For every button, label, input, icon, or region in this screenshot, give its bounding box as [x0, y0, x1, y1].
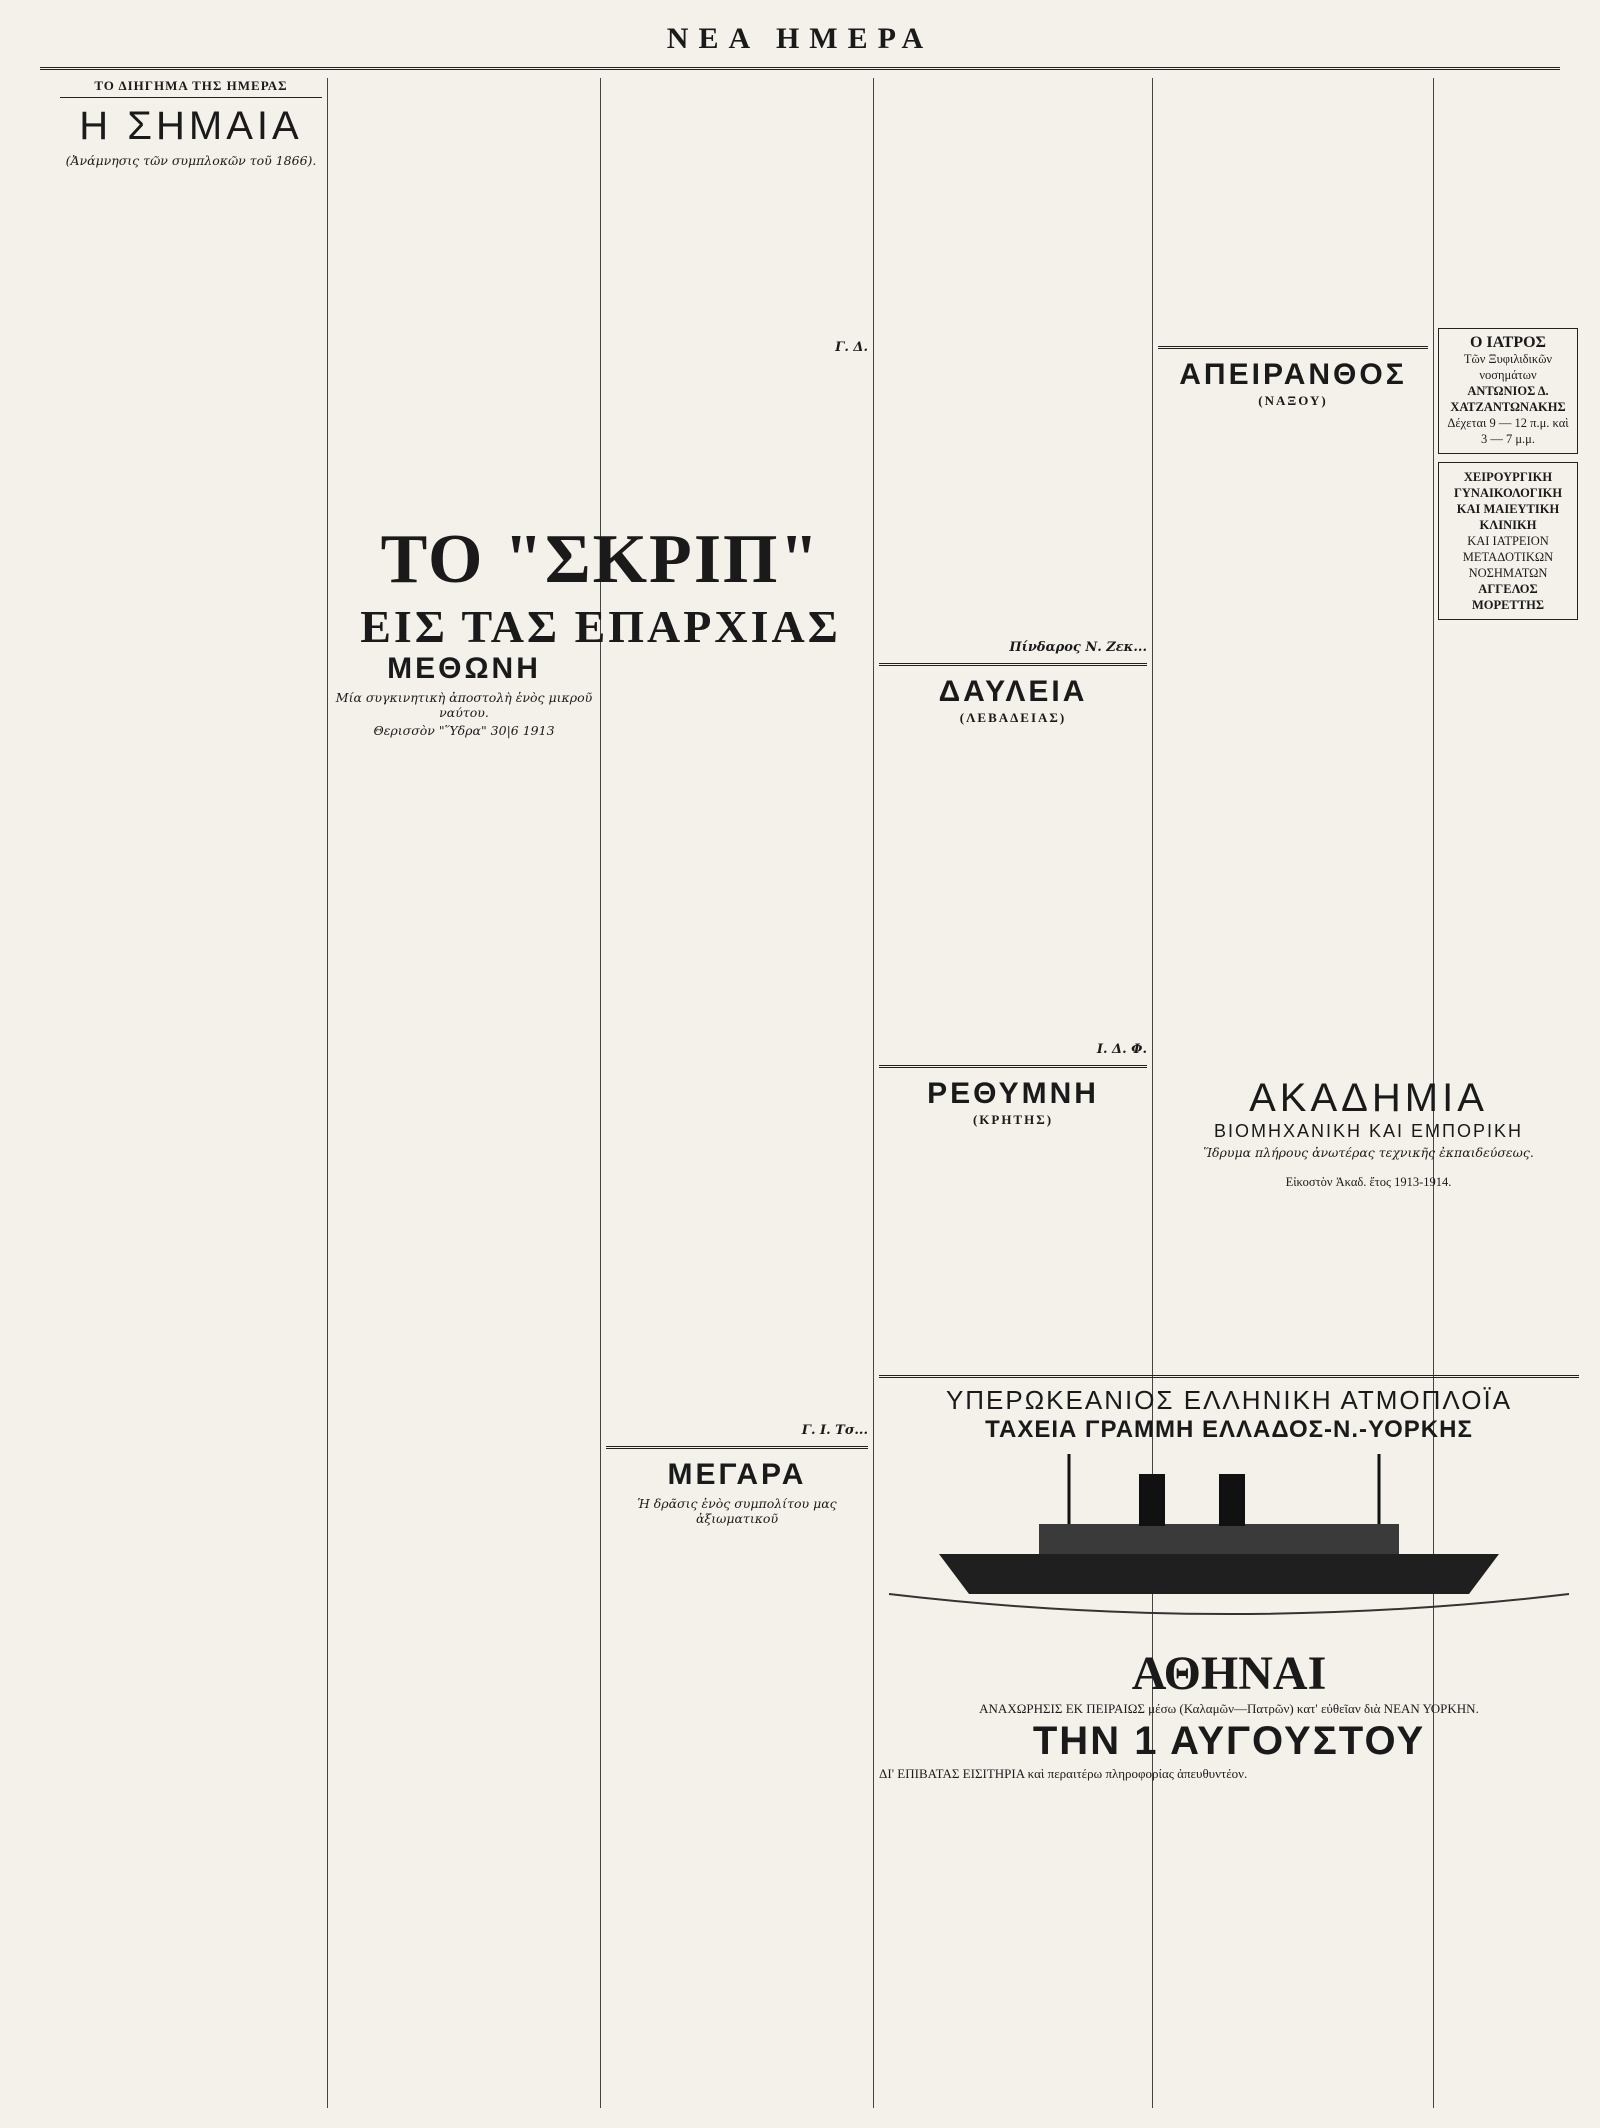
- masthead: [40, 10, 1560, 70]
- apeiranthos-title: ΑΠΕΙΡΑΝΘΟΣ: [1179, 358, 1407, 391]
- davleia-subtitle: (ΛΕΒΑΔΕΙΑΣ): [959, 710, 1067, 725]
- apeiranthos-subtitle: (ΝΑΞΟΥ): [1258, 393, 1328, 408]
- shipping-title: ΥΠΕΡΩΚΕΑΝΙΟΣ ΕΛΛΗΝΙΚΗ ΑΤΜΟΠΛΟΪΑ: [945, 1385, 1513, 1415]
- column-6: [1438, 78, 1578, 1058]
- akadimia-tagline: Ἵδρυμα πλήρους ἀνωτέρας τεχνικῆς ἐκπαιδεύσεως.: [1203, 1145, 1534, 1160]
- megara-subtitle: Ἡ δρᾶσις ἑνὸς συμπολίτου μας ἀξιωματικοῦ: [637, 1496, 837, 1526]
- clinic-doctor: ΑΓΓΕΛΟΣ ΜΟΡΕΤΤΗΣ: [1471, 582, 1545, 612]
- akadimia-title: ΑΚΑΔΗΜΙΑ: [1249, 1076, 1488, 1120]
- ship-hull: [939, 1554, 1499, 1594]
- doctor-specialty: Τῶν Ξυφιλιδικῶν νοσημάτων: [1463, 352, 1553, 382]
- clinic-title: ΧΕΙΡΟΥΡΓΙΚΗ ΓΥΝΑΙΚΟΛΟΓΙΚΗ: [1453, 470, 1563, 500]
- ship-name: ΑΘΗΝΑΙ: [1131, 1647, 1327, 1700]
- doctor-kicker: Ο ΙΑΤΡΟΣ: [1469, 334, 1547, 351]
- sea-line: [889, 1594, 1569, 1614]
- rethymni-subtitle: (ΚΡΗΤΗΣ): [972, 1112, 1054, 1127]
- doctor-hours: Δέχεται 9 — 12 π.μ. καὶ 3 — 7 μ.μ.: [1447, 416, 1569, 446]
- newspaper-name: ΝΕΑ ΗΜΕΡΑ: [666, 22, 934, 55]
- signature: Ι. Δ. Φ.: [1096, 1042, 1147, 1057]
- shipping-subtitle: ΤΑΧΕΙΑ ΓΡΑΜΜΗ ΕΛΛΑΔΟΣ-Ν.-ΥΟΡΚΗΣ: [985, 1416, 1473, 1443]
- akadimia-subtitle: ΒΙΟΜΗΧΑΝΙΚΗ ΚΑΙ ΕΜΠΟΡΙΚΗ: [1213, 1121, 1524, 1141]
- section-heading: ΤΟ ΔΙΗΓΗΜΑ ΤΗΣ ΗΜΕΡΑΣ: [60, 78, 322, 98]
- megara-title: ΜΕΓΑΡΑ: [667, 1458, 807, 1491]
- doctor-name: ΑΝΤΩΝΙΟΣ Δ. ΧΑΤΖΑΝΤΩΝΑΚΗΣ: [1450, 384, 1566, 414]
- megara-prev-signature: Γ. Ι. Τσ...: [801, 1423, 868, 1438]
- methoni-subtitle: Μία συγκινητικὴ ἀποστολὴ ἑνὸς μικροῦ ναύτου.: [335, 690, 593, 720]
- departure-date: ΤΗΝ 1 ΑΥΓΟΥΣΤΟΥ: [1032, 1719, 1426, 1763]
- column-3: [606, 78, 868, 2108]
- column-1: [60, 78, 322, 2108]
- column-rule: [873, 78, 874, 2108]
- methoni-title: ΜΕΘΩΝΗ: [387, 652, 541, 685]
- ship-funnel: [1139, 1474, 1165, 1526]
- article-body: [333, 78, 595, 94]
- davleia-title: ΔΑΥΛΕΙΑ: [938, 675, 1088, 708]
- story-body: [60, 171, 322, 297]
- column-rule: [327, 78, 328, 2108]
- akadimia-year: Εἰκοστὸν Ἀκαδ. ἔτος 1913-1914.: [1285, 1175, 1452, 1189]
- doctor-ad: [1438, 328, 1578, 454]
- signature: Γ. Δ.: [835, 340, 868, 355]
- bottom-ads: [879, 1075, 1579, 2108]
- clinic-ad: [1438, 462, 1578, 620]
- banner-subtitle: ΕΙΣ ΤΑΣ ΕΠΑΡΧΙΑΣ: [360, 601, 841, 652]
- column-2: [333, 78, 595, 2108]
- banner-title: ΤΟ "ΣΚΡΙΠ": [380, 521, 821, 598]
- column-5: [1158, 78, 1428, 1058]
- ticket-info: ΔΙ' ΕΠΙΒΑΤΑΣ ΕΙΣΙΤΗΡΙΑ καὶ περαιτέρω πληροφορίας ἀπευθυντέον.: [879, 1766, 1248, 1781]
- column-rule: [600, 78, 601, 2108]
- methoni-date: Θερισσὸν "Ὕδρα" 30|6 1913: [373, 723, 555, 738]
- ship-deck: [1039, 1524, 1399, 1554]
- signature: Πίνδαρος Ν. Ζεκ...: [1009, 640, 1147, 655]
- departure-info: ΑΝΑΧΩΡΗΣΙΣ ΕΚ ΠΕΙΡΑΙΩΣ μέσω (Καλαμῶν—Πατρῶν) κατ' εὐθεῖαν διὰ ΝΕΑΝ ΥΟΡΚΗΝ.: [979, 1701, 1479, 1716]
- skrip-banner: [333, 520, 868, 654]
- clinic-line2: ΚΑΙ ΙΑΤΡΕΙΟΝ ΜΕΤΑΔΟΤΙΚΩΝ ΝΟΣΗΜΑΤΩΝ: [1462, 534, 1554, 580]
- clinic-line1: ΚΑΙ ΜΑΙΕΥΤΙΚΗ ΚΛΙΝΙΚΗ: [1456, 502, 1560, 532]
- ship-funnel: [1219, 1474, 1245, 1526]
- story-subtitle: (Ἀνάμνησις τῶν συμπλοκῶν τοῦ 1866).: [65, 153, 317, 168]
- story-title: Η ΣΗΜΑΙΑ: [79, 104, 303, 148]
- rethymni-title: ΡΕΘΥΜΝΗ: [927, 1077, 1099, 1110]
- steamship-illustration: [879, 1444, 1579, 1644]
